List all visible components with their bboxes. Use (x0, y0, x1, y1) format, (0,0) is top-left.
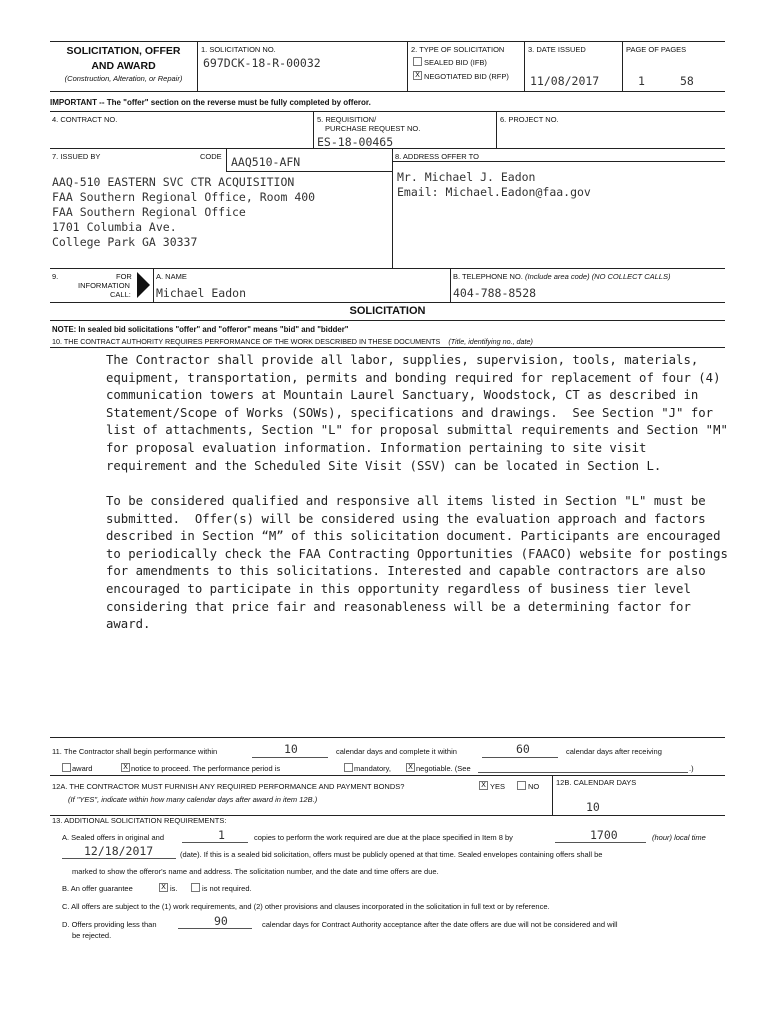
hour-local-time-label: (hour) local time (652, 833, 706, 842)
bonds-yes-checkbox[interactable]: X (479, 781, 488, 790)
issued-by-label: 7. ISSUED BY (52, 152, 101, 161)
call-label: CALL: (110, 290, 131, 299)
negotiable-label: negotiable. (See (416, 764, 471, 773)
contract-no-label: 4. CONTRACT NO. (52, 115, 118, 124)
offer-email: Email: Michael.Eadon@faa.gov (397, 185, 591, 199)
sealed-offers-text-4: (date). If this is a sealed bid solicitation, offers must be publicly opened at that time. Sealed envelopes containing offers shall be (180, 850, 603, 859)
page-of-pages-label: PAGE OF PAGES (626, 45, 687, 54)
item-11-text-c: calendar days after receiving (566, 747, 662, 756)
telephone-field[interactable]: 404-788-8528 (453, 286, 537, 300)
guarantee-not-required-label: is not required. (202, 884, 252, 893)
total-pages: 58 (680, 74, 694, 88)
due-date-field[interactable]: 12/18/2017 (84, 844, 154, 858)
requisition-label: 5. REQUISITION/ (317, 115, 377, 124)
work-description-label-text: 10. THE CONTRACT AUTHORITY REQUIRES PERFORMANCE OF THE WORK DESCRIBED IN THESE DOCUMENTS (52, 337, 441, 346)
notice-to-proceed-checkbox[interactable]: X (121, 763, 130, 772)
bonds-no-label: NO (528, 782, 540, 791)
negotiated-bid-checkbox[interactable]: X (413, 71, 422, 80)
negotiable-close: .) (689, 764, 694, 773)
sealed-offers-text-2: copies to perform the work required are due at the place specified in Item 8 by (254, 833, 513, 842)
guarantee-not-required-checkbox[interactable] (191, 883, 200, 892)
sealed-offers-text-1: A. Sealed offers in original and (62, 833, 165, 842)
information-label: INFORMATION (78, 281, 130, 290)
issuer-address-line: College Park GA 30337 (52, 235, 198, 249)
issuer-address-line: 1701 Columbia Ave. (52, 220, 177, 234)
issuer-address-line: AAQ-510 EASTERN SVC CTR ACQUISITION (52, 175, 295, 189)
important-notice: IMPORTANT -- The "offer" section on the reverse must be fully completed by offeror. (50, 98, 371, 107)
acceptance-text-1: D. Offers providing less than (62, 920, 157, 929)
form-title-line2: AND AWARD (91, 60, 156, 72)
offers-subject-text: C. All offers are subject to the (1) work requirements, and (2) other provisions and clauses incorporated in the solicitation in full text or by reference. (62, 902, 550, 911)
contact-name-field[interactable]: Michael Eadon (156, 286, 247, 300)
award-label: award (72, 764, 93, 773)
solicitation-type-label: 2. TYPE OF SOLICITATION (411, 45, 505, 54)
mandatory-checkbox[interactable] (344, 763, 353, 772)
begin-days-field[interactable]: 10 (284, 742, 298, 756)
item-11-text-b: calendar days and complete it within (336, 747, 457, 756)
work-description-hint: (Title, identifying no., date) (448, 337, 533, 346)
page-number: 1 (638, 74, 645, 88)
calendar-days-field[interactable]: 10 (586, 800, 600, 814)
guarantee-is-checkbox[interactable]: X (159, 883, 168, 892)
date-issued-label: 3. DATE ISSUED (528, 45, 586, 54)
item-9-number: 9. (52, 272, 59, 281)
offer-guarantee-text: B. An offer guarantee (62, 884, 133, 893)
telephone-label-hint: (Include area code) (NO COLLECT CALLS) (524, 272, 671, 281)
work-description-label (52, 337, 533, 346)
solicitation-no-field[interactable]: 697DCK-18-R-00032 (203, 56, 321, 70)
complete-days-field[interactable]: 60 (516, 742, 530, 756)
issuer-address-line: FAA Southern Regional Office, Room 400 (52, 190, 316, 204)
telephone-label-text: B. TELEPHONE NO. (453, 272, 523, 281)
telephone-label (453, 272, 670, 281)
code-label: CODE (200, 152, 222, 161)
form-title-line1: SOLICITATION, OFFER (66, 45, 181, 57)
item-11-text-a: 11. The Contractor shall begin performance within (52, 747, 218, 756)
address-offer-to-label: 8. ADDRESS OFFER TO (395, 152, 479, 161)
solicitation-no-label: 1. SOLICITATION NO. (201, 45, 276, 54)
copies-field[interactable]: 1 (218, 828, 225, 842)
date-issued-field[interactable]: 11/08/2017 (530, 74, 600, 88)
arrow-right-icon (137, 272, 151, 298)
offer-address-line: Mr. Michael J. Eadon (397, 170, 536, 184)
sealed-bid-checkbox[interactable] (413, 57, 422, 66)
form-subtitle: (Construction, Alteration, or Repair) (64, 74, 183, 83)
acceptance-days-field[interactable]: 90 (214, 914, 228, 928)
notice-to-proceed-label: notice to proceed. The performance period is (131, 764, 281, 773)
project-no-label: 6. PROJECT NO. (500, 115, 559, 124)
work-description-paragraph-1: The Contractor shall provide all labor, supplies, supervision, tools, materials, equipment, transportation, permits and bonding required for replacement of four (4) communication towers at Mountain Laurel Sanctuary, Woodstock, CT as described in Statement/Scope of Works (SOWs), specifications and drawings. See Section "J" for list of attachments, Section "L" for proposal submittal requirements and Section "M" for proposal evaluation information. Information pertaining to site visit requirement and the Scheduled Site Visit (SSV) can be located in Section L. (106, 353, 728, 473)
bonds-hint: (If "YES", indicate within how many calendar days after award in item 12B.) (68, 795, 318, 804)
bonds-yes-label: YES (490, 782, 506, 791)
work-description-paragraph-2: To be considered qualified and responsive all items listed in Section "L" must be submitted. Offer(s) will be considered using the evaluation approach and factors described in Section “M” of this solicitation document. Participants are encouraged to periodically check the FAA Contracting Opportunities (FAACO) website for postings for amendments to this solicitations. Interested and capable contractors are also encouraged to participate in this opportunity regardless of business tier level considering that price fair and reasonableness will be a determining factor for award. (106, 494, 728, 632)
solicitation-heading: SOLICITATION (349, 305, 426, 317)
award-checkbox[interactable] (62, 763, 71, 772)
mandatory-label: mandatory, (354, 764, 391, 773)
sealed-bid-label: SEALED BID (IFB) (424, 58, 487, 67)
due-hour-field[interactable]: 1700 (590, 828, 618, 842)
acceptance-text-3: be rejected. (72, 931, 112, 940)
bonds-no-checkbox[interactable] (517, 781, 526, 790)
sealed-offers-text-5: marked to show the offeror's name and address. The solicitation number, and the date and time offers are due. (72, 867, 439, 876)
contact-name-label: A. NAME (156, 272, 187, 281)
additional-requirements-heading: 13. ADDITIONAL SOLICITATION REQUIREMENTS: (52, 816, 227, 825)
for-label: FOR (116, 272, 132, 281)
calendar-days-label: 12B. CALENDAR DAYS (556, 778, 637, 787)
bonds-question: 12A. THE CONTRACTOR MUST FURNISH ANY REQUIRED PERFORMANCE AND PAYMENT BONDS? (52, 782, 405, 791)
negotiated-bid-label: NEGOTIATED BID (RFP) (424, 72, 509, 81)
sealed-bid-note: NOTE: In sealed bid solicitations "offer" and "offeror" means "bid" and "bidder" (52, 325, 349, 334)
guarantee-is-label: is. (170, 884, 178, 893)
purchase-request-label: PURCHASE REQUEST NO. (325, 124, 421, 133)
negotiable-checkbox[interactable]: X (406, 763, 415, 772)
issuer-address-line: FAA Southern Regional Office (52, 205, 246, 219)
issuer-code-field[interactable]: AAQ510-AFN (231, 155, 301, 169)
requisition-no-field[interactable]: ES-18-00465 (317, 135, 394, 149)
acceptance-text-2: calendar days for Contract Authority acceptance after the date offers are due will not be considered and will (262, 920, 618, 929)
